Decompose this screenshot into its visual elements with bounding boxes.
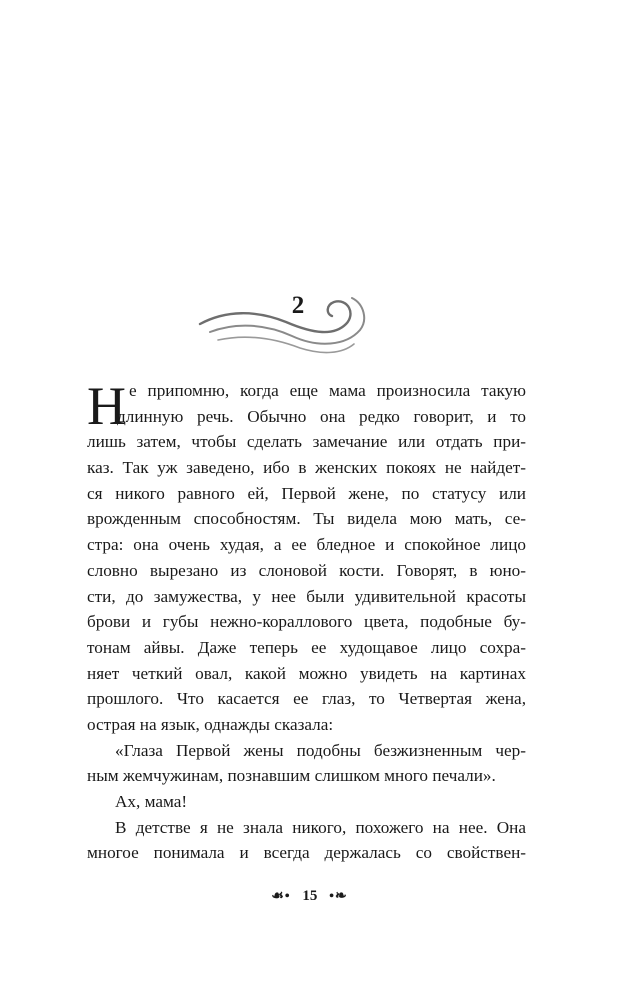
drop-cap: Н	[87, 376, 126, 436]
text-line: стра: она очень худая, а ее бледное и спокойное лицо	[87, 535, 526, 555]
text-line: ся никого равного ей, Первой жене, по статусу или	[87, 483, 526, 503]
text-line: словно вырезано из слоновой кости. Говорят, в юно-	[87, 560, 526, 580]
page-number-footer	[0, 888, 619, 905]
folio-right-ornament-icon: •❧	[329, 889, 348, 904]
text-line: острая на язык, однажды сказала:	[87, 714, 334, 734]
text-line: лишь затем, чтобы сделать замечание или отдать при-	[87, 432, 526, 452]
text-line: е припомню, когда еще мама произносила такую	[129, 381, 526, 400]
text-line: ным жемчужинам, познавшим слишком много печали».	[87, 766, 496, 786]
text-line: тонам айвы. Даже теперь ее худощавое лицо сохра-	[87, 637, 526, 657]
text-line: длинную речь. Обычно она редко говорит, и то	[117, 406, 526, 426]
chapter-flourish-icon	[196, 288, 366, 358]
body-text	[87, 378, 526, 866]
text-line: няет четкий овал, какой можно увидеть на картинах	[87, 663, 526, 683]
page-number: 15	[302, 888, 318, 904]
text-line: многое понимала и всегда держалась со свойствен-	[87, 843, 526, 863]
text-line: врожденным способностям. Ты видела мою мать, се-	[87, 509, 526, 529]
text-line: брови и губы нежно-кораллового цвета, подобные бу-	[87, 612, 526, 632]
text-line: сти, до замужества, у нее были удивительной красоты	[87, 586, 526, 606]
text-line: «Глаза Первой жены подобны безжизненным чер-	[115, 740, 526, 760]
text-line: каз. Так уж заведено, ибо в женских покоях не найдет-	[87, 458, 526, 478]
text-line: прошлого. Что касается ее глаз, то Четвертая жена,	[87, 689, 526, 709]
text-line: В детстве я не знала никого, похожего на нее. Она	[115, 817, 526, 837]
folio-left-ornament-icon: ☙•	[271, 889, 291, 904]
chapter-number: 2	[291, 292, 305, 319]
text-line: Ах, мама!	[115, 792, 188, 811]
